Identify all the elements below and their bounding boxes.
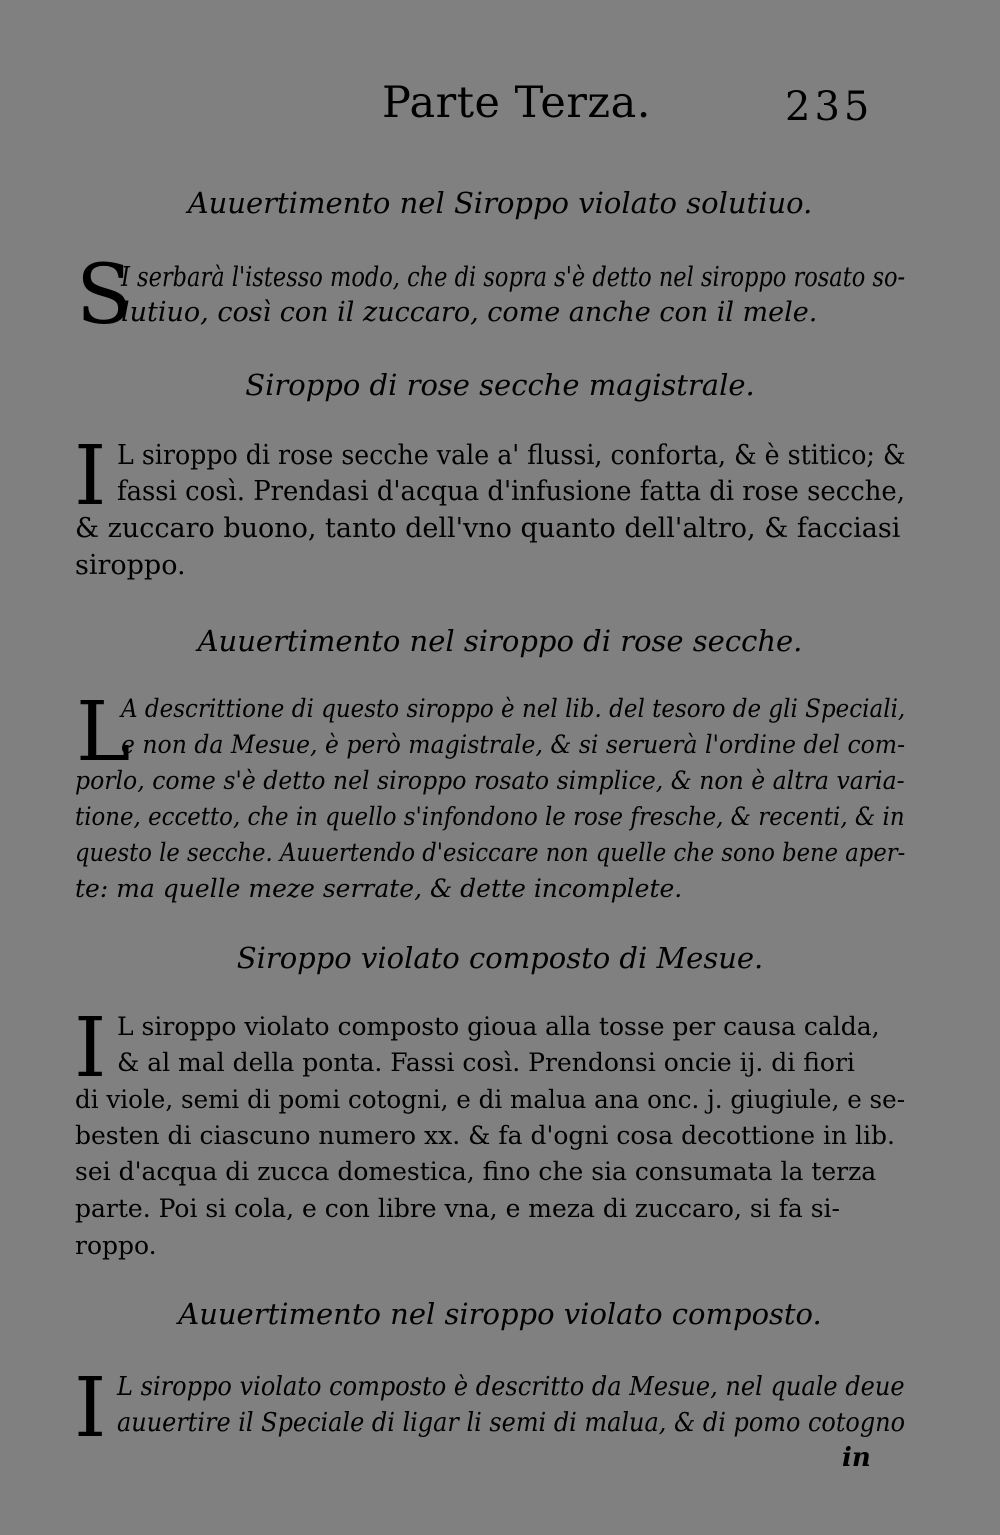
paragraph-line: parte. Poi si cola, e con libre vna, e meza di zuccaro, si fa si- [75, 1194, 841, 1223]
paragraph-line: L siroppo violato composto è descritto da Mesue, nel quale deue [117, 1372, 905, 1402]
paragraph-line: di viole, semi di pomi cotogni, e di malua ana onc. j. giugiule, e se- [75, 1085, 906, 1114]
page-number: 235 [785, 84, 874, 130]
paragraph-line: auuertire il Speciale di ligar li semi di malua, & di pomo cotogno [117, 1408, 906, 1438]
paragraph-line: fassi così. Prendasi d'acqua d'infusione fatta di rose secche, [117, 476, 905, 507]
paragraph-line: tione, eccetto, che in quello s'infondono le rose fresche, & recenti, & in [75, 802, 905, 831]
paragraph-line: te: ma quelle meze serrate, & dette incomplete. [75, 874, 683, 903]
paragraph-line: L siroppo violato composto gioua alla tosse per causa calda, [117, 1012, 880, 1041]
paragraph-line: lutiuo, così con il zuccaro, come anche con il mele. [121, 297, 818, 328]
drop-capital: I [74, 1001, 107, 1096]
catchword: in [842, 1443, 871, 1473]
section-heading: Auuertimento nel siroppo di rose secche. [197, 624, 803, 658]
paragraph-line: roppo. [75, 1231, 157, 1260]
running-title: Parte Terza. [382, 78, 651, 128]
paragraph-line: I serbarà l'istesso modo, che di sopra s'è detto nel siroppo rosato so- [121, 262, 906, 293]
paragraph-line: e non da Mesue, è però magistrale, & si seruerà l'ordine del com- [121, 730, 906, 759]
paragraph-line: & al mal della ponta. Fassi così. Prendonsi oncie ij. di fiori [117, 1048, 855, 1077]
page-header [0, 78, 1000, 138]
drop-capital: I [74, 429, 107, 524]
paragraph-line: questo le secche. Auuertendo d'esiccare non quelle che sono bene aper- [75, 838, 906, 867]
section-heading: Auuertimento nel siroppo violato composto. [178, 1297, 822, 1331]
paragraph-line: siroppo. [75, 550, 186, 581]
section-heading: Siroppo violato composto di Mesue. [236, 941, 764, 975]
section-heading: Siroppo di rose secche magistrale. [245, 368, 755, 402]
paragraph-line: besten di ciascuno numero xx. & fa d'ogni cosa decottione in lib. [75, 1121, 895, 1150]
drop-capital: I [74, 1361, 107, 1456]
drop-capital: L [76, 685, 131, 780]
section-heading: Auuertimento nel Siroppo violato solutiuo. [187, 186, 813, 220]
paragraph-line: porlo, come s'è detto nel siroppo rosato simplice, & non è altra varia- [75, 766, 905, 795]
drop-capital: S [76, 248, 133, 343]
paragraph-line: L siroppo di rose secche vale a' flussi, conforta, & è stitico; & [117, 440, 906, 471]
paragraph-line: sei d'acqua di zucca domestica, fino che sia consumata la terza [75, 1157, 877, 1186]
paragraph-line: A descrittione di questo siroppo è nel lib. del tesoro de gli Speciali, [121, 694, 906, 723]
paragraph-line: & zuccaro buono, tanto dell'vno quanto dell'altro, & facciasi [75, 513, 901, 544]
